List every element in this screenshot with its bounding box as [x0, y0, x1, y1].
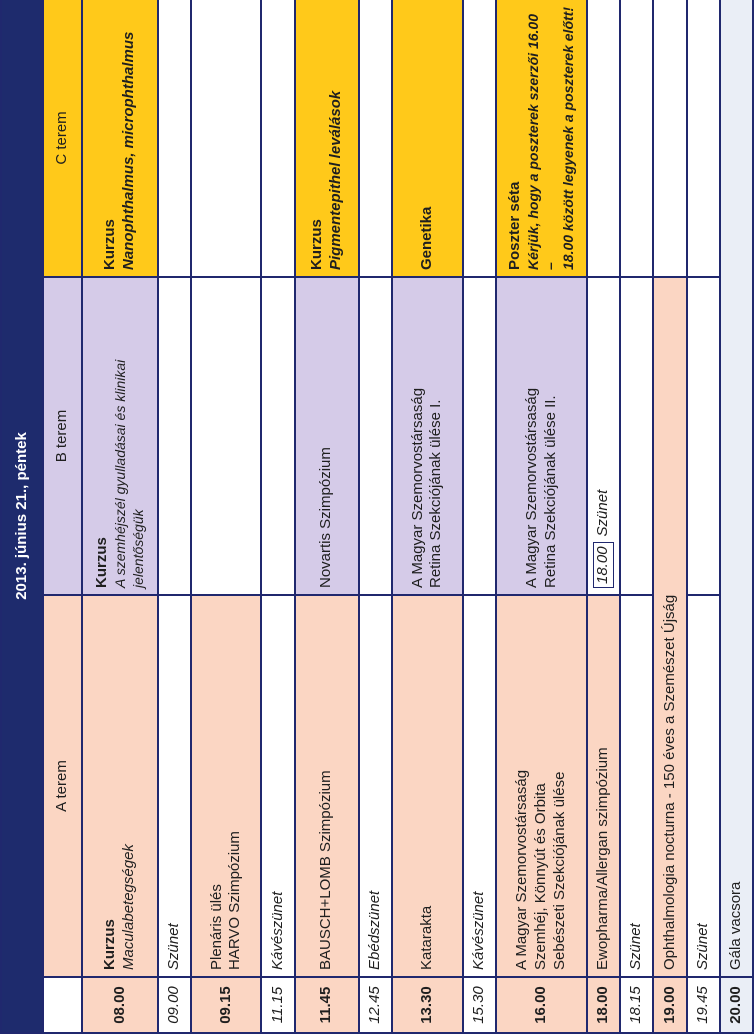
empty-cell — [463, 277, 496, 595]
time-1115: 11.15 — [261, 977, 294, 1033]
empty-cell — [620, 277, 653, 595]
session-label: Kurzus — [101, 919, 119, 970]
time-0900: 09.00 — [158, 977, 191, 1033]
session-plenary — [191, 595, 261, 977]
empty-cell — [158, 0, 191, 277]
session-topic: Nanophthalmus, microphthalmus — [120, 31, 138, 270]
empty-cell — [620, 0, 653, 277]
session-topic: HARVO Szimpózium — [226, 831, 244, 970]
empty-cell — [587, 0, 620, 277]
empty-cell — [687, 0, 720, 277]
session-retina-1 — [392, 277, 463, 595]
session-poster — [496, 0, 587, 277]
time-1245: 12.45 — [359, 977, 392, 1033]
time-1600: 16.00 — [496, 977, 587, 1033]
break-1800-b — [587, 277, 620, 595]
session-note: Kérjük, hogy a poszterek szerzői 16.00 – — [524, 14, 559, 270]
session-nanophthalmus — [82, 0, 158, 277]
session-pigmentepithel — [295, 0, 359, 277]
session-label: A Magyar Szemorvostársaság — [522, 387, 540, 588]
time-1900: 19.00 — [653, 977, 686, 1033]
schedule-title: 2013. június 21., péntek — [1, 0, 43, 1033]
room-c-header: C terem — [43, 0, 82, 277]
time-1800: 18.00 — [587, 977, 620, 1033]
session-topic: Maculabetegségek — [120, 844, 138, 970]
session-topic: A szemhéjszél gyulladásai és klinikai jelentőségük — [112, 359, 146, 588]
session-gala-vacsora: Gála vacsora — [720, 0, 753, 977]
empty-cell — [261, 0, 294, 277]
room-b-header: B terem — [43, 277, 82, 595]
room-a-header: A terem — [43, 595, 82, 977]
session-bausch-lomb: BAUSCH+LOMB Szimpózium — [295, 595, 359, 977]
break-0900: Szünet — [158, 595, 191, 977]
session-genetika: Genetika — [392, 0, 463, 277]
time-1815: 18.15 — [620, 977, 653, 1033]
empty-cell — [191, 277, 261, 595]
session-topic: Retina Szekciójának ülése II. — [541, 395, 559, 588]
session-ophthalmologia-nocturna: Ophthalmologia nocturna - 150 éves a Szemészet Újság — [653, 277, 686, 977]
session-novartis: Novartis Szimpózium — [295, 277, 359, 595]
empty-cell — [359, 277, 392, 595]
empty-cell — [687, 277, 720, 595]
session-label: A Magyar Szemorvostársaság — [408, 387, 426, 588]
empty-cell — [191, 0, 261, 277]
session-line: Sebészeti Szekciójának ülése — [550, 771, 568, 970]
break-1815: Szünet — [620, 595, 653, 977]
empty-cell — [158, 277, 191, 595]
break-1530: Kávészünet — [463, 595, 496, 977]
empty-cell — [463, 0, 496, 277]
time-2000: 20.00 — [720, 977, 753, 1033]
session-topic: Retina Szekciójának ülése I. — [427, 399, 445, 588]
time-1330: 13.30 — [392, 977, 463, 1033]
session-macula — [82, 595, 158, 977]
inline-break-label: Szünet — [594, 489, 612, 537]
time-header — [43, 977, 82, 1033]
session-line: Szemhéj, Könnyút és Orbita — [532, 783, 550, 970]
empty-cell — [261, 277, 294, 595]
session-label: Kurzus — [307, 219, 325, 270]
time-1530: 15.30 — [463, 977, 496, 1033]
session-line: A Magyar Szemorvostársaság — [513, 769, 531, 970]
break-1115: Kávészünet — [261, 595, 294, 977]
session-label: Kurzus — [101, 219, 119, 270]
session-retina-2 — [496, 277, 587, 595]
session-szemhej — [82, 277, 158, 595]
empty-cell — [653, 0, 686, 277]
session-katarakta: Katarakta — [392, 595, 463, 977]
time-0915: 09.15 — [191, 977, 261, 1033]
break-1245: Ebédszünet — [359, 595, 392, 977]
time-1945: 19.45 — [687, 977, 720, 1033]
inline-time: 18.00 — [593, 542, 614, 588]
session-note: 18.00 között legyenek a poszterek előtt! — [559, 7, 576, 270]
break-1945: Szünet — [687, 595, 720, 977]
time-1145: 11.45 — [295, 977, 359, 1033]
session-label: Kurzus — [93, 537, 111, 588]
empty-cell — [359, 0, 392, 277]
session-topic: Pigmentepithel leválások — [326, 90, 344, 270]
session-szemhej-orbita — [496, 595, 587, 977]
session-label: Poszter séta — [505, 181, 523, 270]
time-0800: 08.00 — [82, 977, 158, 1033]
session-label: Plenáris ülés — [207, 884, 225, 970]
session-ewopharma: Ewopharma/Allergan szimpózium — [587, 595, 620, 977]
